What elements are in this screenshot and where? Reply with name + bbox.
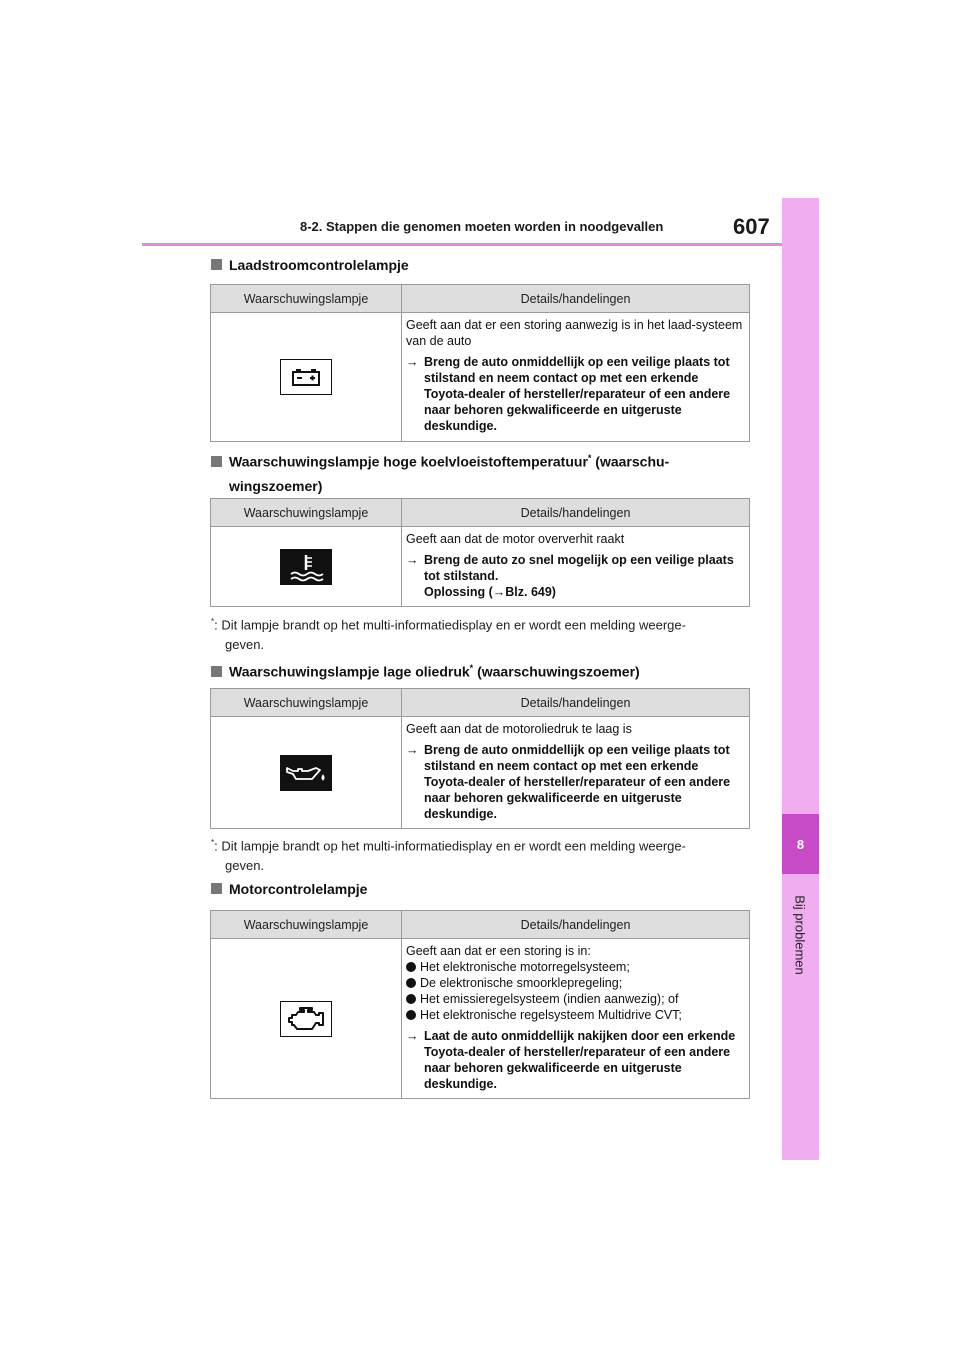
battery-icon (280, 359, 332, 395)
details-cell (402, 313, 750, 442)
icon-cell (211, 939, 402, 1099)
warning-table-oil-pressure (210, 688, 750, 829)
details-cell (402, 527, 750, 607)
description-text: Geeft aan dat er een storing is in: (406, 944, 591, 958)
action-text: → Breng de auto onmiddellijk op een veilige plaats tot stilstand en neem contact op met een erkende Toyota-dealer of hersteller/reparateur of een andere naar behoren gekwalificeerde en uitgeruste deskundige. (406, 743, 731, 821)
footnote-coolant: *: Dit lampje brandt op het multi-informatiedisplay en er wordt een melding weerge- geven. (211, 617, 686, 653)
square-bullet-icon (211, 259, 222, 270)
table-header-lamp: Waarschuwingslampje (211, 911, 402, 939)
bullet-dot-icon (406, 962, 416, 972)
warning-table-charging (210, 284, 750, 442)
bullet-dot-icon (406, 994, 416, 1004)
table-header-lamp: Waarschuwingslampje (211, 499, 402, 527)
table-header-details: Details/handelingen (402, 911, 750, 939)
list-item: Het elektronische regelsysteem Multidrive CVT; (406, 1007, 745, 1023)
bullet-dot-icon (406, 978, 416, 988)
icon-cell (211, 313, 402, 442)
arrow-icon: → (492, 585, 506, 599)
chapter-label: Bij problemen (792, 895, 808, 975)
chapter-number: 8 (782, 814, 819, 874)
arrow-icon: → (406, 743, 419, 757)
action-text: → Breng de auto zo snel mogelijk op een veilige plaats tot stilstand. Oplossing (→Blz. 649) (406, 553, 734, 599)
section-heading-engine: Motorcontrolelampje (211, 877, 367, 901)
engine-check-icon (280, 1001, 332, 1037)
arrow-icon: → (406, 553, 419, 567)
arrow-icon: → (406, 1029, 419, 1043)
header-divider (142, 243, 782, 246)
bullet-dot-icon (406, 1010, 416, 1020)
square-bullet-icon (211, 666, 222, 677)
warning-table-coolant (210, 498, 750, 607)
list-item: Het emissieregelsysteem (indien aanwezig); of (406, 991, 745, 1007)
table-header-details: Details/handelingen (402, 499, 750, 527)
icon-cell (211, 527, 402, 607)
action-text: → Laat de auto onmiddellijk nakijken door een erkende Toyota-dealer of hersteller/reparateur of een andere naar behoren gekwalificeerde en uitgeruste deskundige. (406, 1029, 736, 1091)
warning-table-engine (210, 910, 750, 1099)
description-text: Geeft aan dat de motoroliedruk te laag is (406, 722, 632, 736)
arrow-icon: → (406, 355, 419, 369)
description-text: Geeft aan dat de motor oververhit raakt (406, 532, 625, 546)
page-number: 607 (733, 214, 770, 239)
table-header-lamp: Waarschuwingslampje (211, 285, 402, 313)
square-bullet-icon (211, 456, 222, 467)
list-item: Het elektronische motorregelsysteem; (406, 959, 745, 975)
square-bullet-icon (211, 883, 222, 894)
action-text: → Breng de auto onmiddellijk op een veilige plaats tot stilstand en neem contact op met een erkende Toyota-dealer of hersteller/reparateur of een andere naar behoren gekwalificeerde en uitgeruste deskundige. (406, 355, 731, 433)
section-heading-charging: Laadstroomcontrolelampje (211, 253, 409, 277)
footnote-oil-pressure: *: Dit lampje brandt op het multi-informatiedisplay en er wordt een melding weerge- geven. (211, 838, 686, 874)
header-title: 8-2. Stappen die genomen moeten worden in noodgevallen (300, 219, 664, 234)
table-header-details: Details/handelingen (402, 689, 750, 717)
details-cell (402, 939, 750, 1099)
page-reference-link[interactable]: Blz. 649) (505, 585, 556, 599)
icon-cell (211, 717, 402, 829)
description-text: Geeft aan dat er een storing aanwezig is in het laad-systeem van de auto (406, 318, 743, 348)
section-heading-coolant: Waarschuwingslampje hoge koelvloeistoftemperatuur* (waarschu- wingszoemer) (211, 446, 669, 498)
section-heading-oil-pressure: Waarschuwingslampje lage oliedruk* (waarschuwingszoemer) (211, 656, 640, 684)
table-header-details: Details/handelingen (402, 285, 750, 313)
list-item: De elektronische smoorklepregeling; (406, 975, 745, 991)
table-header-lamp: Waarschuwingslampje (211, 689, 402, 717)
oil-pressure-icon (280, 755, 332, 791)
chapter-side-tab (782, 198, 819, 1160)
coolant-temperature-icon (280, 549, 332, 585)
details-cell (402, 717, 750, 829)
